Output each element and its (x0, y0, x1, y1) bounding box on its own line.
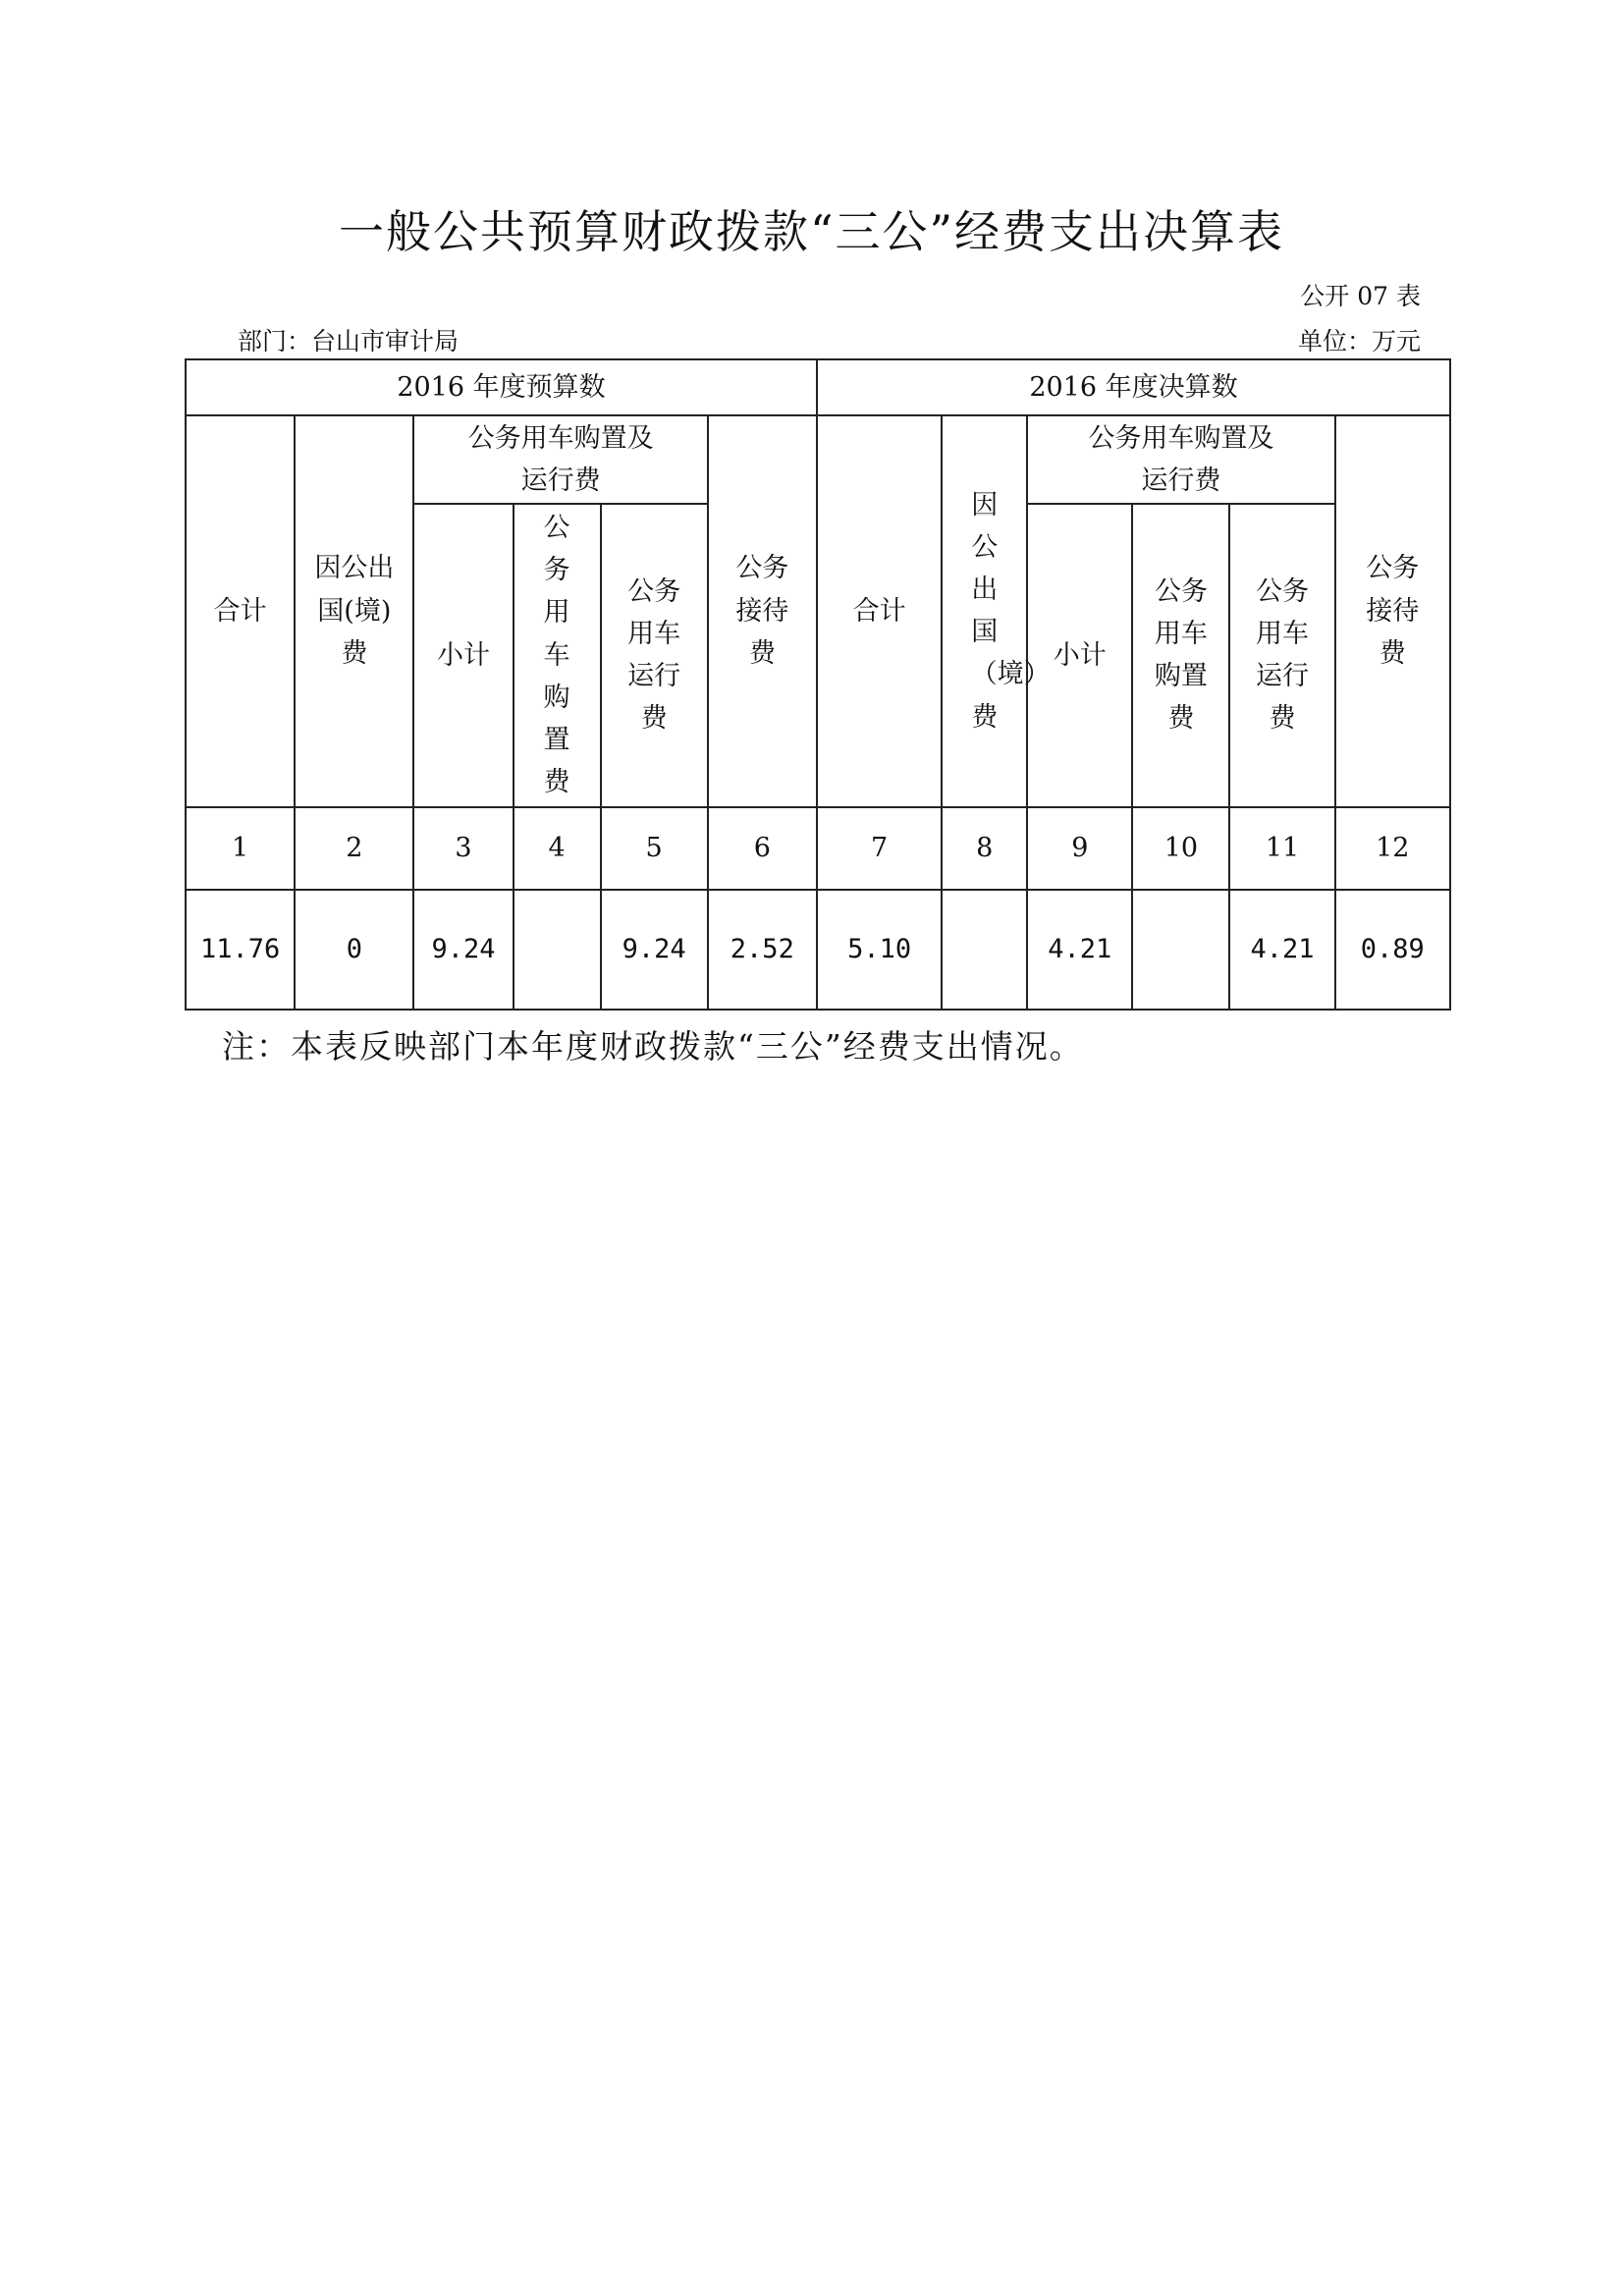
column-number: 1 (186, 807, 295, 890)
budget-vehicle-purchase-header: 公务用车购置费 (514, 504, 601, 807)
value-cell: 4.21 (1027, 890, 1132, 1010)
column-number: 7 (817, 807, 942, 890)
final-subtotal-header: 小计 (1027, 504, 1132, 807)
value-cell (514, 890, 601, 1010)
group-header-row (186, 415, 1450, 504)
value-cell: 4.21 (1229, 890, 1334, 1010)
budget-vehicle-group-header: 公务用车购置及运行费 (413, 415, 707, 504)
budget-reception-header: 公务接待费 (708, 415, 817, 807)
budget-header: 2016 年度预算数 (186, 359, 817, 415)
final-reception-header: 公务接待费 (1335, 415, 1450, 807)
budget-subtotal-header: 小计 (413, 504, 513, 807)
department-label: 部门：台山市审计局 (238, 327, 460, 355)
value-cell: 0.89 (1335, 890, 1450, 1010)
column-number: 5 (601, 807, 708, 890)
unit-label: 单位：万元 (1297, 327, 1421, 355)
year-header-row (186, 359, 1450, 415)
budget-total-header: 合计 (186, 415, 295, 807)
column-number: 10 (1132, 807, 1229, 890)
value-cell: 0 (295, 890, 413, 1010)
value-cell (1132, 890, 1229, 1010)
budget-vehicle-operation-header: 公务用车运行费 (601, 504, 708, 807)
final-abroad-header: 因公出国（境）费 (942, 415, 1027, 807)
final-vehicle-operation-header: 公务用车运行费 (1229, 504, 1334, 807)
column-number: 2 (295, 807, 413, 890)
value-cell (942, 890, 1027, 1010)
column-number: 6 (708, 807, 817, 890)
value-cell: 5.10 (817, 890, 942, 1010)
value-cell: 11.76 (186, 890, 295, 1010)
column-number-row (186, 807, 1450, 890)
form-number: 公开 07 表 (1300, 282, 1421, 310)
final-total-header: 合计 (817, 415, 942, 807)
footnote: 注：本表反映部门本年度财政拨款“三公”经费支出情况。 (222, 1027, 1084, 1066)
final-vehicle-purchase-header: 公务用车购置费 (1132, 504, 1229, 807)
final-header: 2016 年度决算数 (817, 359, 1450, 415)
column-number: 4 (514, 807, 601, 890)
value-cell: 2.52 (708, 890, 817, 1010)
column-number: 9 (1027, 807, 1132, 890)
value-row (186, 890, 1450, 1010)
budget-abroad-header: 因公出国(境)费 (295, 415, 413, 807)
column-number: 3 (413, 807, 513, 890)
column-number: 11 (1229, 807, 1334, 890)
page-title: 一般公共预算财政拨款“三公”经费支出决算表 (338, 205, 1285, 258)
column-number: 8 (942, 807, 1027, 890)
value-cell: 9.24 (413, 890, 513, 1010)
three-public-expense-table (185, 358, 1451, 1011)
final-vehicle-group-header: 公务用车购置及运行费 (1027, 415, 1334, 504)
value-cell: 9.24 (601, 890, 708, 1010)
column-number: 12 (1335, 807, 1450, 890)
